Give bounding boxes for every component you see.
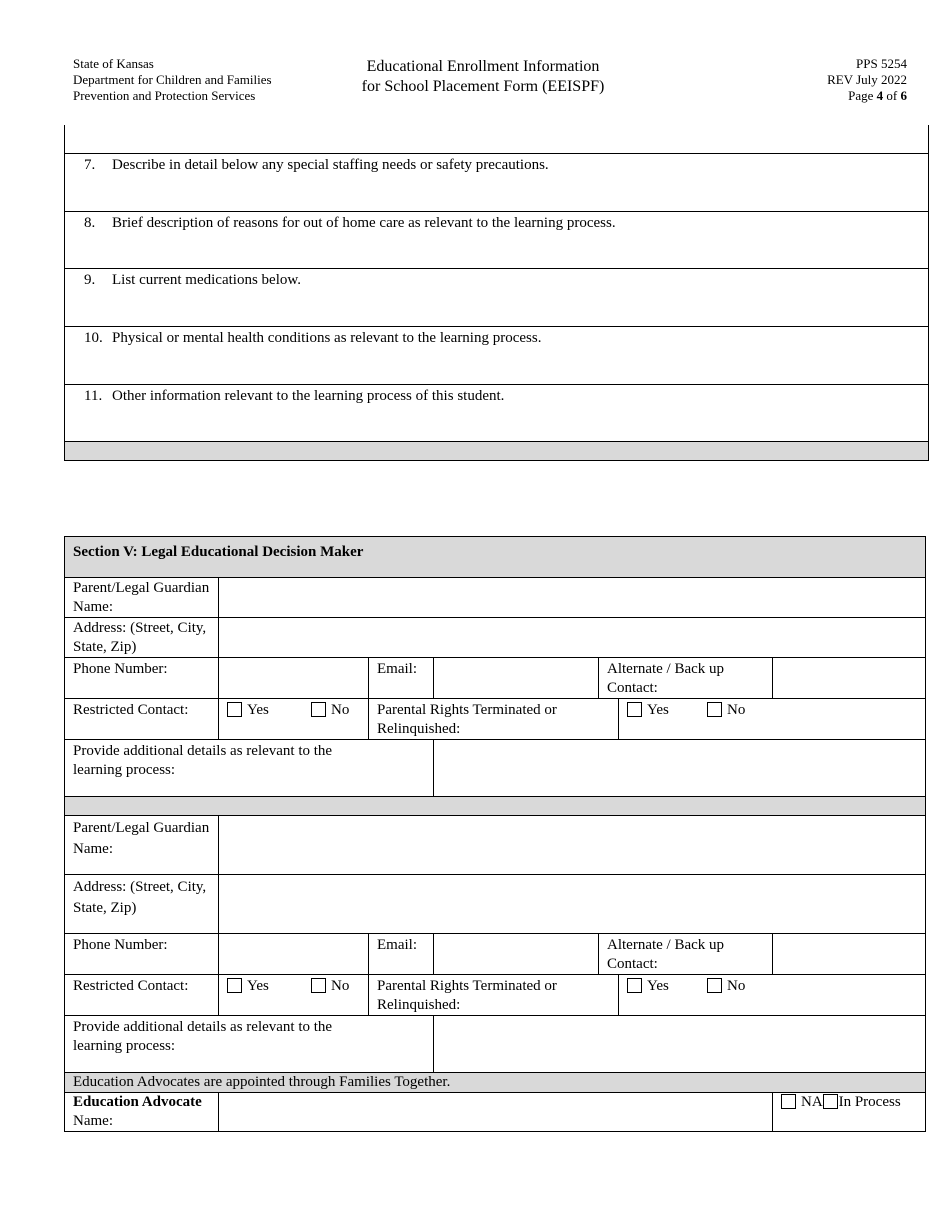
restricted-yes-option[interactable]: Yes <box>227 701 311 720</box>
form-meta <box>827 56 907 104</box>
page-indicator: Page 4 of 6 <box>848 88 907 103</box>
address-field[interactable] <box>219 875 926 934</box>
phone-field[interactable] <box>219 934 369 975</box>
restricted-contact-options <box>219 699 369 740</box>
email-label: Email: <box>369 934 434 975</box>
question-text: Other information relevant to the learning process of this student. <box>112 388 505 404</box>
parental-rights-label: Parental Rights Terminated or Relinquished: <box>369 975 619 1016</box>
additional-details-label: Provide additional details as relevant to the learning process: <box>65 1016 434 1073</box>
agency-division: Prevention and Protection Services <box>73 88 256 103</box>
agency-department: Department for Children and Families <box>73 72 272 87</box>
additional-details-label: Provide additional details as relevant to the learning process: <box>65 740 434 797</box>
restricted-contact-label: Restricted Contact: <box>65 975 219 1016</box>
guardian-name-label: Parent/Legal Guardian Name: <box>65 816 219 875</box>
checkbox-icon[interactable] <box>627 702 642 717</box>
question-text: Brief description of reasons for out of home care as relevant to the learning process. <box>112 215 616 231</box>
phone-label: Phone Number: <box>65 934 219 975</box>
email-field[interactable] <box>434 934 599 975</box>
question-number: 7. <box>84 157 96 173</box>
guardian-name-field[interactable] <box>219 816 926 875</box>
agency-state: State of Kansas <box>73 56 154 71</box>
question-text: Describe in detail below any special staffing needs or safety precautions. <box>112 157 549 173</box>
checkbox-icon[interactable] <box>707 978 722 993</box>
restricted-no-option[interactable]: No <box>311 702 349 718</box>
parental-rights-no-option[interactable]: No <box>707 702 745 718</box>
question-row[interactable] <box>65 153 928 211</box>
advocate-in-process-option[interactable]: In Process <box>826 1094 901 1110</box>
restricted-contact-options <box>219 975 369 1016</box>
question-row[interactable] <box>65 384 928 441</box>
address-field[interactable] <box>219 618 926 658</box>
advocate-name-field[interactable] <box>219 1093 773 1132</box>
restricted-no-option[interactable]: No <box>311 978 349 994</box>
question-row[interactable] <box>65 211 928 268</box>
guardian-name-field[interactable] <box>219 578 926 618</box>
parental-rights-options <box>619 975 926 1016</box>
advocate-na-option[interactable]: NA <box>781 1094 822 1110</box>
additional-details-field[interactable] <box>434 740 926 797</box>
email-label: Email: <box>369 658 434 699</box>
restricted-yes-option[interactable]: Yes <box>227 977 311 996</box>
phone-field[interactable] <box>219 658 369 699</box>
form-revision: REV July 2022 <box>827 72 907 87</box>
separator-bar <box>65 797 926 816</box>
checkbox-icon[interactable] <box>311 702 326 717</box>
restricted-contact-label: Restricted Contact: <box>65 699 219 740</box>
advocate-status-options <box>773 1093 926 1132</box>
section-footer-bar <box>65 441 928 460</box>
checkbox-icon[interactable] <box>311 978 326 993</box>
form-number: PPS 5254 <box>856 56 907 71</box>
checkbox-icon[interactable] <box>227 702 242 717</box>
checkbox-icon[interactable] <box>781 1094 796 1109</box>
advocate-name-label: Education Advocate Name: <box>65 1093 219 1132</box>
alternate-contact-field[interactable] <box>773 658 926 699</box>
agency-header <box>73 56 272 104</box>
guardian-name-label: Parent/Legal Guardian Name: <box>65 578 219 618</box>
address-label: Address: (Street, City, State, Zip) <box>65 618 219 658</box>
parental-rights-no-option[interactable]: No <box>707 978 745 994</box>
section-title: Section V: Legal Educational Decision Maker <box>65 537 926 578</box>
question-row[interactable] <box>65 268 928 326</box>
question-number: 10. <box>84 330 103 346</box>
advocate-note: Education Advocates are appointed through Families Together. <box>65 1073 926 1093</box>
question-text: List current medications below. <box>112 272 301 288</box>
page-current: 4 <box>876 88 884 103</box>
alternate-contact-label: Alternate / Back up Contact: <box>599 658 773 699</box>
questions-section <box>64 125 929 461</box>
checkbox-icon[interactable] <box>227 978 242 993</box>
page-total: 6 <box>900 88 907 103</box>
question-number: 8. <box>84 215 96 231</box>
checkbox-icon[interactable] <box>823 1094 838 1109</box>
additional-details-field[interactable] <box>434 1016 926 1073</box>
question-text: Physical or mental health conditions as relevant to the learning process. <box>112 330 542 346</box>
alternate-contact-label: Alternate / Back up Contact: <box>599 934 773 975</box>
address-label: Address: (Street, City, State, Zip) <box>65 875 219 934</box>
parental-rights-options <box>619 699 926 740</box>
alternate-contact-field[interactable] <box>773 934 926 975</box>
checkbox-icon[interactable] <box>707 702 722 717</box>
question-number: 9. <box>84 272 96 288</box>
phone-label: Phone Number: <box>65 658 219 699</box>
parental-rights-yes-option[interactable]: Yes <box>627 977 707 996</box>
form-title-line2: for School Placement Form (EEISPF) <box>361 78 605 95</box>
question-number: 11. <box>84 388 103 404</box>
question-row[interactable] <box>65 326 928 384</box>
parental-rights-yes-option[interactable]: Yes <box>627 701 707 720</box>
email-field[interactable] <box>434 658 599 699</box>
form-title-line1: Educational Enrollment Information <box>366 58 600 75</box>
checkbox-icon[interactable] <box>627 978 642 993</box>
form-title <box>300 57 666 97</box>
section-5-table <box>64 536 926 1132</box>
parental-rights-label: Parental Rights Terminated or Relinquished: <box>369 699 619 740</box>
